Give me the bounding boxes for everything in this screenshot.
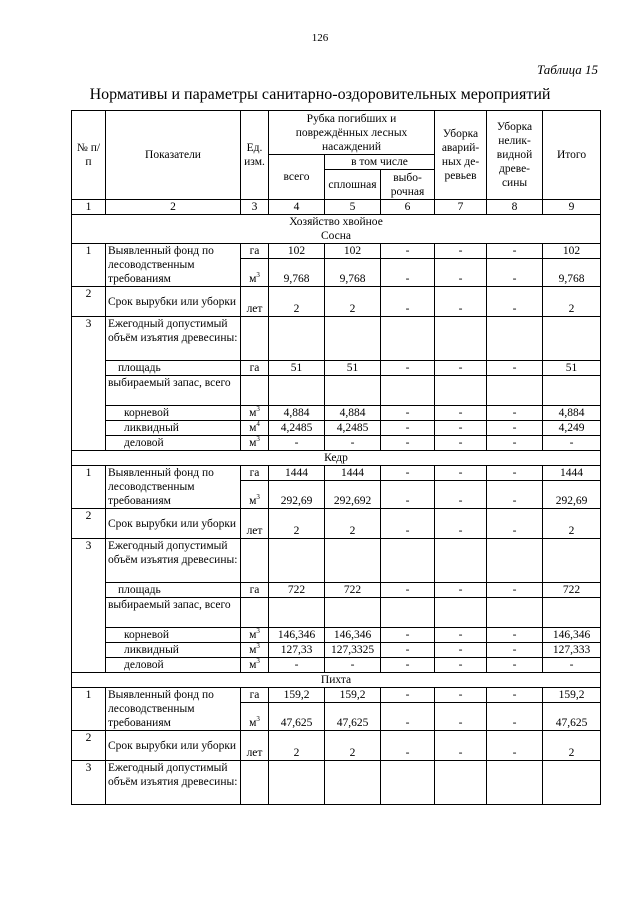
row-number: 1 [72, 466, 106, 509]
value-cell: - [487, 509, 543, 539]
header-unit: Ед. изм. [241, 111, 269, 200]
value-cell: - [381, 688, 435, 703]
value-cell: 159,2 [543, 688, 601, 703]
indicator-label: деловой [106, 436, 241, 451]
value-cell: - [435, 436, 487, 451]
unit-text: м [249, 273, 257, 285]
indicator-label: корневой [106, 406, 241, 421]
value-cell: 2 [543, 509, 601, 539]
value-cell: 146,346 [543, 628, 601, 643]
value-cell: - [381, 583, 435, 598]
empty-cell [435, 539, 487, 583]
unit-text: м [249, 629, 257, 641]
section-title: Хозяйство хвойное [289, 216, 383, 228]
unit-cell: га [241, 583, 269, 598]
header-indicators: Показатели [106, 111, 241, 200]
table-row [72, 436, 601, 451]
empty-cell [543, 598, 601, 628]
table-row [72, 628, 601, 643]
unit-cell [241, 628, 269, 643]
value-cell: - [487, 628, 543, 643]
value-cell: - [487, 361, 543, 376]
value-cell: - [435, 731, 487, 761]
value-cell: 51 [543, 361, 601, 376]
header-including: в том числе [325, 155, 435, 170]
header-emergency: Уборка аварий-ных де-ревьев [435, 111, 487, 200]
value-cell: - [381, 481, 435, 509]
value-cell: - [435, 583, 487, 598]
value-cell: 722 [325, 583, 381, 598]
table-row [72, 244, 601, 259]
unit-cell [241, 436, 269, 451]
row-number: 3 [72, 539, 106, 673]
value-cell: 292,69 [269, 481, 325, 509]
unit-cell [241, 421, 269, 436]
empty-cell [435, 317, 487, 361]
value-cell: 4,884 [543, 406, 601, 421]
value-cell: 127,333 [543, 643, 601, 658]
value-cell: - [487, 421, 543, 436]
empty-cell [241, 376, 269, 406]
col-number: 6 [381, 200, 435, 215]
value-cell: 9,768 [325, 259, 381, 287]
empty-cell [381, 598, 435, 628]
value-cell: - [381, 703, 435, 731]
value-cell: 2 [269, 287, 325, 317]
table-row [72, 287, 601, 317]
row-number: 2 [72, 509, 106, 539]
unit-cell: га [241, 244, 269, 259]
empty-cell [543, 539, 601, 583]
empty-cell [241, 598, 269, 628]
indicator-label: Ежегодный допустимый объём изъятия древесины: [106, 761, 241, 805]
empty-cell [435, 376, 487, 406]
empty-cell [381, 376, 435, 406]
indicator-label: выбираемый запас, всего [106, 598, 241, 628]
header-felling: Рубка погибших и повреждённых лесных насаждений [269, 111, 435, 155]
empty-cell [543, 317, 601, 361]
value-cell: 146,346 [325, 628, 381, 643]
value-cell: - [435, 509, 487, 539]
value-cell: 1444 [543, 466, 601, 481]
column-numbers-row [72, 200, 601, 215]
unit-cell: лет [241, 509, 269, 539]
unit-text: м [249, 407, 257, 419]
unit-text: м [249, 422, 257, 434]
unit-superscript: 3 [256, 271, 260, 280]
value-cell: - [435, 259, 487, 287]
unit-text: м [249, 644, 257, 656]
value-cell: 9,768 [543, 259, 601, 287]
empty-cell [325, 761, 381, 805]
header-num: № п/п [72, 111, 106, 200]
value-cell: - [487, 703, 543, 731]
unit-superscript: 3 [256, 405, 260, 414]
empty-cell [241, 761, 269, 805]
value-cell: 4,249 [543, 421, 601, 436]
value-cell: 51 [325, 361, 381, 376]
header-nonliquid: Уборка нелик-видной древе-сины [487, 111, 543, 200]
value-cell: 2 [269, 731, 325, 761]
value-cell: 127,33 [269, 643, 325, 658]
value-cell: 722 [543, 583, 601, 598]
col-number: 7 [435, 200, 487, 215]
value-cell: 2 [543, 731, 601, 761]
value-cell: - [435, 287, 487, 317]
value-cell: - [543, 436, 601, 451]
table-row [72, 317, 601, 361]
row-number: 2 [72, 287, 106, 317]
row-number: 2 [72, 731, 106, 761]
indicator-label: Выявленный фонд по лесоводственным требованиям [106, 244, 241, 287]
value-cell: 127,3325 [325, 643, 381, 658]
value-cell: - [487, 287, 543, 317]
value-cell: - [435, 406, 487, 421]
indicator-label: выбираемый запас, всего [106, 376, 241, 406]
value-cell: - [487, 406, 543, 421]
indicator-label: корневой [106, 628, 241, 643]
table-row [72, 509, 601, 539]
value-cell: 4,884 [325, 406, 381, 421]
value-cell: - [487, 244, 543, 259]
value-cell: - [435, 628, 487, 643]
empty-cell [325, 539, 381, 583]
unit-text: м [249, 717, 257, 729]
value-cell: - [435, 421, 487, 436]
col-number: 9 [543, 200, 601, 215]
norms-table [71, 110, 601, 805]
unit-cell [241, 658, 269, 673]
value-cell: - [381, 361, 435, 376]
value-cell: - [435, 703, 487, 731]
value-cell: - [487, 481, 543, 509]
table-row [72, 421, 601, 436]
unit-cell [241, 481, 269, 509]
col-number: 1 [72, 200, 106, 215]
value-cell: - [381, 436, 435, 451]
unit-cell [241, 643, 269, 658]
row-number: 1 [72, 688, 106, 731]
table-row [72, 361, 601, 376]
unit-text: м [249, 495, 257, 507]
value-cell: - [269, 658, 325, 673]
empty-cell [269, 317, 325, 361]
empty-cell [487, 539, 543, 583]
indicator-label: деловой [106, 658, 241, 673]
empty-cell [269, 598, 325, 628]
empty-cell [487, 376, 543, 406]
header-total-all: всего [269, 155, 325, 200]
table-row [72, 731, 601, 761]
empty-cell [543, 761, 601, 805]
section-title-row [72, 215, 601, 244]
empty-cell [487, 317, 543, 361]
value-cell: 159,2 [325, 688, 381, 703]
value-cell: - [435, 361, 487, 376]
value-cell: 102 [543, 244, 601, 259]
unit-cell: га [241, 688, 269, 703]
value-cell: 102 [325, 244, 381, 259]
species-name: Кедр [72, 451, 601, 466]
value-cell: - [325, 658, 381, 673]
value-cell: - [487, 643, 543, 658]
empty-cell [381, 761, 435, 805]
unit-cell [241, 703, 269, 731]
value-cell: - [381, 466, 435, 481]
value-cell: - [487, 658, 543, 673]
table-row [72, 658, 601, 673]
col-number: 8 [487, 200, 543, 215]
col-number: 2 [106, 200, 241, 215]
table-row [72, 583, 601, 598]
value-cell: - [435, 643, 487, 658]
empty-cell [269, 539, 325, 583]
value-cell: 2 [325, 509, 381, 539]
value-cell: 146,346 [269, 628, 325, 643]
table-row [72, 539, 601, 583]
empty-cell [381, 317, 435, 361]
indicator-label: площадь [106, 361, 241, 376]
indicator-label: Ежегодный допустимый объём изъятия древесины: [106, 539, 241, 583]
empty-cell [269, 376, 325, 406]
table-row [72, 761, 601, 805]
table-row [72, 643, 601, 658]
value-cell: - [269, 436, 325, 451]
unit-superscript: 3 [256, 715, 260, 724]
document-title: Нормативы и параметры санитарно-оздоровительных мероприятий [89, 86, 551, 103]
value-cell: 159,2 [269, 688, 325, 703]
value-cell: - [381, 406, 435, 421]
indicator-label: площадь [106, 583, 241, 598]
value-cell: 47,625 [325, 703, 381, 731]
value-cell: 47,625 [543, 703, 601, 731]
value-cell: - [487, 259, 543, 287]
empty-cell [241, 317, 269, 361]
value-cell: - [435, 688, 487, 703]
table-row [72, 688, 601, 703]
indicator-label: Срок вырубки или уборки [106, 731, 241, 761]
unit-superscript: 3 [256, 657, 260, 666]
value-cell: 51 [269, 361, 325, 376]
header-selective: выбо-рочная [381, 170, 435, 200]
value-cell: - [487, 688, 543, 703]
species-header-row [72, 451, 601, 466]
value-cell: - [381, 244, 435, 259]
value-cell: - [381, 421, 435, 436]
value-cell: - [381, 287, 435, 317]
row-number: 3 [72, 317, 106, 451]
value-cell: 102 [269, 244, 325, 259]
unit-superscript: 4 [256, 420, 260, 429]
empty-cell [241, 539, 269, 583]
value-cell: - [381, 658, 435, 673]
value-cell: 292,69 [543, 481, 601, 509]
value-cell: - [487, 731, 543, 761]
empty-cell [325, 598, 381, 628]
table-row [72, 598, 601, 628]
value-cell: - [543, 658, 601, 673]
table-label: Таблица 15 [536, 62, 598, 77]
indicator-label: Срок вырубки или уборки [106, 287, 241, 317]
unit-cell [241, 406, 269, 421]
unit-cell: га [241, 466, 269, 481]
value-cell: - [381, 259, 435, 287]
row-number: 1 [72, 244, 106, 287]
empty-cell [435, 761, 487, 805]
table-row [72, 466, 601, 481]
unit-cell: га [241, 361, 269, 376]
indicator-label: Срок вырубки или уборки [106, 509, 241, 539]
value-cell: - [381, 628, 435, 643]
value-cell: - [435, 466, 487, 481]
table-row [72, 376, 601, 406]
unit-superscript: 3 [256, 435, 260, 444]
value-cell: 2 [543, 287, 601, 317]
unit-superscript: 3 [256, 493, 260, 502]
species-name: Пихта [72, 673, 601, 688]
value-cell: 2 [269, 509, 325, 539]
value-cell: 4,2485 [325, 421, 381, 436]
indicator-label: Ежегодный допустимый объём изъятия древесины: [106, 317, 241, 361]
table-row [72, 406, 601, 421]
col-number: 5 [325, 200, 381, 215]
value-cell: 4,884 [269, 406, 325, 421]
empty-cell [543, 376, 601, 406]
unit-superscript: 3 [256, 642, 260, 651]
header-total: Итого [543, 111, 601, 200]
empty-cell [487, 598, 543, 628]
value-cell: 292,692 [325, 481, 381, 509]
col-number: 3 [241, 200, 269, 215]
value-cell: 9,768 [269, 259, 325, 287]
value-cell: - [381, 509, 435, 539]
value-cell: 2 [325, 287, 381, 317]
value-cell: - [435, 658, 487, 673]
page-number: 126 [311, 32, 329, 44]
value-cell: 1444 [325, 466, 381, 481]
row-number: 3 [72, 761, 106, 805]
empty-cell [325, 376, 381, 406]
species-header-row [72, 673, 601, 688]
indicator-label: Выявленный фонд по лесоводственным требованиям [106, 688, 241, 731]
value-cell: - [435, 244, 487, 259]
value-cell: - [325, 436, 381, 451]
unit-cell: лет [241, 287, 269, 317]
value-cell: 722 [269, 583, 325, 598]
header-clear: сплошная [325, 170, 381, 200]
indicator-label: ликвидный [106, 643, 241, 658]
value-cell: - [487, 583, 543, 598]
empty-cell [325, 317, 381, 361]
value-cell: 4,2485 [269, 421, 325, 436]
empty-cell [487, 761, 543, 805]
indicator-label: Выявленный фонд по лесоводственным требованиям [106, 466, 241, 509]
col-number: 4 [269, 200, 325, 215]
species-name: Сосна [320, 230, 352, 242]
empty-cell [269, 761, 325, 805]
indicator-label: ликвидный [106, 421, 241, 436]
value-cell: - [487, 466, 543, 481]
unit-text: м [249, 659, 257, 671]
value-cell: - [381, 731, 435, 761]
value-cell: - [381, 643, 435, 658]
value-cell: 47,625 [269, 703, 325, 731]
value-cell: 2 [325, 731, 381, 761]
value-cell: - [435, 481, 487, 509]
unit-cell: лет [241, 731, 269, 761]
value-cell: 1444 [269, 466, 325, 481]
unit-text: м [249, 437, 257, 449]
empty-cell [381, 539, 435, 583]
empty-cell [435, 598, 487, 628]
unit-superscript: 3 [256, 627, 260, 636]
unit-cell [241, 259, 269, 287]
value-cell: - [487, 436, 543, 451]
